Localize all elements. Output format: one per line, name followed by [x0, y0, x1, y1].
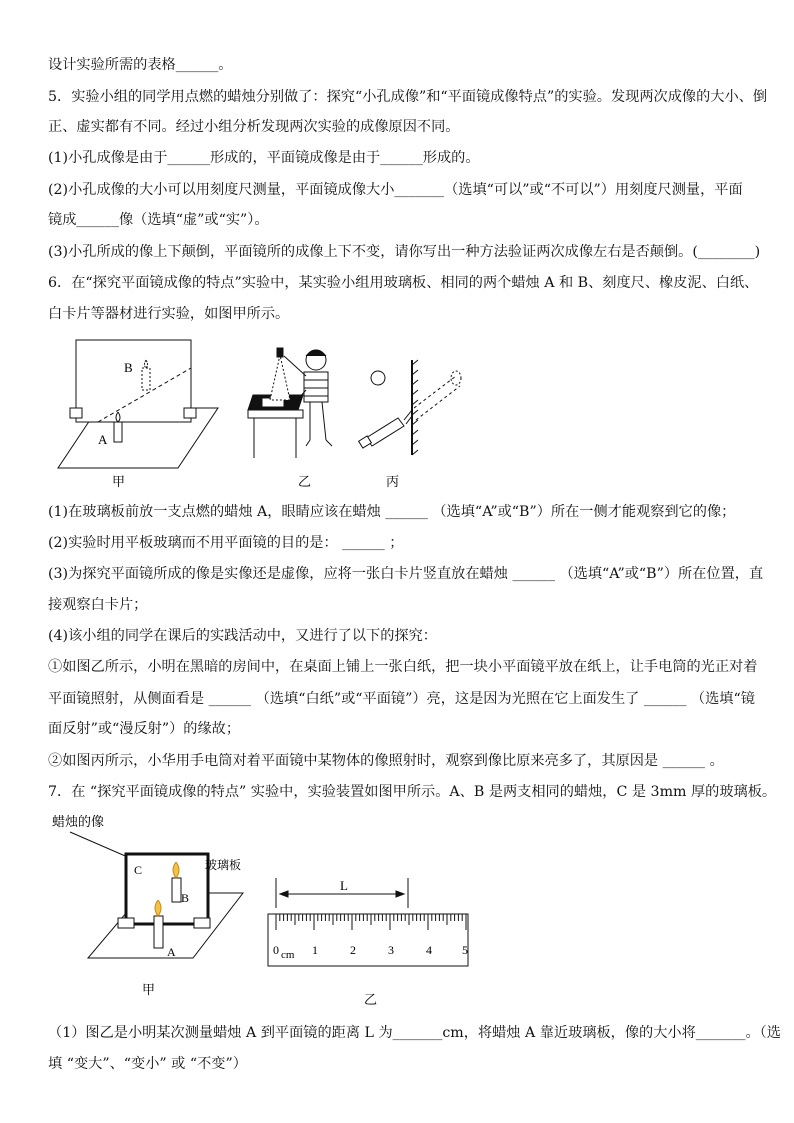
line-18: ②如图丙所示，小华用手电筒对着平面镜中某物体的像照射时，观察到像比原来亮多了，其原因是 ______ 。 [48, 753, 724, 769]
line-19: 7．在 “探究平面镜成像的特点” 实验中，实验装置如图甲所示。A、B 是两支相同的蜡烛，C 是 3mm 厚的玻璃板。 [48, 784, 777, 800]
fig1-caption-yi: 乙 [298, 474, 312, 489]
line-05: (2)小孔成像的大小可以用刻度尺测量，平面镜成像大小_______（选填“可以”或“不可以”）用刻度尺测量，平面 [48, 182, 743, 198]
figure-bing-mirror-flashlight [359, 360, 461, 455]
line-08: 6．在“探究平面镜成像的特点”实验中，某实验小组用玻璃板、相同的两个蜡烛 A 和 B、刻度尺、橡皮泥、白纸、 [48, 275, 759, 291]
fig2-label-candle-image: 蜡烛的像 [52, 814, 105, 829]
ruler-tick-5: 5 [462, 943, 468, 957]
line-10: (1)在玻璃板前放一支点燃的蜡烛 A，眼睛应该在蜡烛 ______ （选填“A”或“B”）所在一侧才能观察到它的像； [48, 504, 736, 520]
fig2-label-a: A [167, 945, 176, 959]
line-17: 面反射”或“漫反射”）的缘故； [48, 721, 241, 737]
line-21: 填 “变大”、“变小” 或 “不变”） [48, 1056, 247, 1072]
line-12: (3)为探究平面镜所成的像是实像还是虚像，应将一张白卡片竖直放在蜡烛 ______ （选填“A”或“B”）所在位置，直 [48, 566, 764, 582]
ruler-tick-2: 2 [350, 943, 356, 957]
figure-jia-glass-plate [58, 340, 218, 468]
line-04: (1)小孔成像是由于______形成的，平面镜成像是由于______形成的。 [48, 150, 480, 166]
fig2-caption-yi: 乙 [364, 992, 378, 1007]
fig1-label-b: B [124, 360, 133, 375]
figure-yi-boy-flashlight [248, 348, 332, 458]
line-09: 白卡片等器材进行实验，如图甲所示。 [48, 306, 290, 322]
fig2-label-b: B [181, 891, 190, 905]
ruler-tick-1: 1 [312, 943, 318, 957]
line-16: 平面镜照射，从侧面看是 ______ （选填“白纸”或“平面镜”）亮，这是因为光照在它上面发生了 ______ （选填“镜 [48, 691, 755, 707]
line-06: 镜成______像（选填“虚”或“实”）。 [48, 212, 269, 228]
fig1-caption-jia: 甲 [112, 474, 126, 489]
line-02: 5．实验小组的同学用点燃的蜡烛分别做了：探究“小孔成像”和“平面镜成像特点”的实验。发现两次成像的大小、倒 [48, 89, 768, 105]
line-11: (2)实验时用平板玻璃而不用平面镜的目的是： ______ ； [48, 535, 404, 551]
line-20: （1）图乙是小明某次测量蜡烛 A 到平面镜的距离 L 为_______cm，将蜡烛 A 靠近玻璃板，像的大小将_______。（选 [48, 1025, 781, 1041]
line-01: 设计实验所需的表格______。 [48, 57, 233, 73]
ruler-unit: cm [281, 949, 295, 961]
ruler-tick-4: 4 [426, 943, 432, 957]
fig2-label-glass: 玻璃板 [205, 858, 242, 872]
fig2-caption-jia: 甲 [142, 982, 156, 997]
line-03: 正、虚实都有不同。经过小组分析发现两次实验的成像原因不同。 [48, 119, 460, 135]
line-14: (4)该小组的同学在课后的实践活动中，又进行了以下的探究： [48, 628, 437, 644]
fig2-label-l: L [340, 878, 348, 893]
fig1-caption-bing: 丙 [386, 474, 400, 489]
ruler-tick-0: 0 [273, 943, 279, 957]
line-15: ①如图乙所示，小明在黑暗的房间中，在桌面上铺上一张白纸，把一块小平面镜平放在纸上，让手电筒的光正对着 [48, 659, 758, 675]
figure-6-apparatus [48, 330, 468, 492]
ruler-tick-3: 3 [388, 943, 394, 957]
fig1-label-a: A [98, 432, 108, 447]
figure-7-apparatus [48, 808, 478, 1008]
line-07: (3)小孔所成的像上下颠倒，平面镜所的成像上下不变，请你写出一种方法验证两次成像左右是否颠倒。(________) [48, 244, 761, 260]
fig2-label-c: C [134, 863, 143, 877]
figure-7-yi-ruler [268, 878, 468, 966]
line-13: 接观察白卡片； [48, 597, 148, 613]
